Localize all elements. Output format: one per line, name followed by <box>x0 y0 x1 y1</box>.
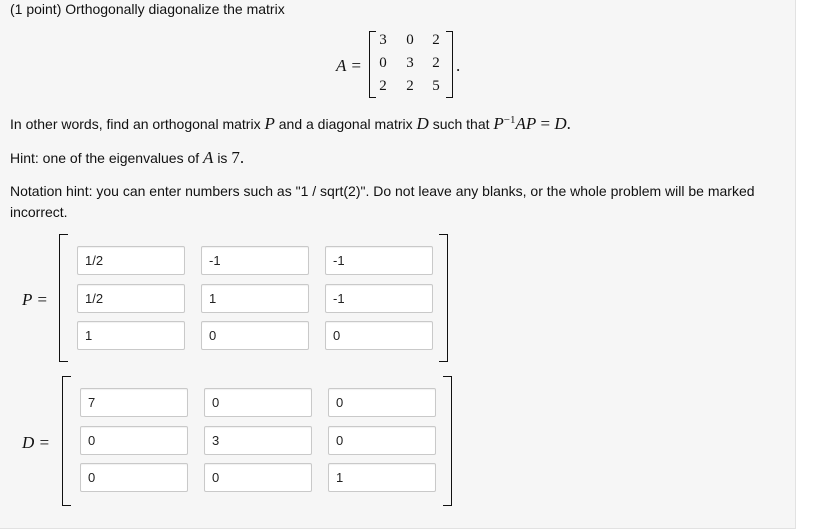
matrix-a-cell: 5 <box>432 78 440 94</box>
matrix-a-cell: 2 <box>432 32 440 48</box>
d-entry-1-1[interactable] <box>80 388 188 417</box>
p-matrix-right-bracket <box>439 234 448 362</box>
p-entry-3-1[interactable] <box>77 321 185 350</box>
d-entry-3-3[interactable] <box>328 463 436 492</box>
matrix-a-cell: 3 <box>379 32 387 48</box>
d-matrix-right-bracket <box>443 376 452 506</box>
d-entry-2-3[interactable] <box>328 426 436 455</box>
instruction-sentence: In other words, find an orthogonal matrix P and a diagonal matrix D such that $P^{-1}AP = D$. <box>10 114 571 133</box>
d-matrix-left-bracket <box>62 376 71 506</box>
p-entry-2-3[interactable] <box>325 284 433 313</box>
matrix-a-right-bracket <box>446 31 453 98</box>
p-entry-1-2[interactable] <box>201 246 309 275</box>
matrix-a-label: A = <box>336 56 362 75</box>
notation-hint-line1: Notation hint: you can enter numbers such as "1 / sqrt(2)". Do not leave any blanks, or the whole problem will be marked <box>10 183 755 199</box>
p-entry-1-1[interactable] <box>77 246 185 275</box>
notation-hint-line2: incorrect. <box>10 204 68 220</box>
matrix-a-cell: 2 <box>432 55 440 71</box>
matrix-a-cell: 0 <box>406 32 414 48</box>
d-entry-1-2[interactable] <box>204 388 312 417</box>
d-entry-2-1[interactable] <box>80 426 188 455</box>
matrix-a-cell: 0 <box>379 55 387 71</box>
p-entry-3-2[interactable] <box>201 321 309 350</box>
p-entry-2-1[interactable] <box>77 284 185 313</box>
d-entry-2-2[interactable] <box>204 426 312 455</box>
problem-header: (1 point) Orthogonally diagonalize the matrix <box>10 1 285 17</box>
d-entry-3-2[interactable] <box>204 463 312 492</box>
d-entry-1-3[interactable] <box>328 388 436 417</box>
matrix-a <box>369 31 453 98</box>
d-entry-3-1[interactable] <box>80 463 188 492</box>
d-matrix-label: D = <box>22 433 50 452</box>
matrix-a-cell: 2 <box>406 78 414 94</box>
matrix-a-cell: 3 <box>406 55 414 71</box>
matrix-a-cell: 2 <box>379 78 387 94</box>
p-matrix-left-bracket <box>59 234 68 362</box>
eigenvalue-hint: Hint: one of the eigenvalues of A is 7. <box>10 148 245 167</box>
p-entry-3-3[interactable] <box>325 321 433 350</box>
p-entry-2-2[interactable] <box>201 284 309 313</box>
matrix-a-period: . <box>456 56 461 75</box>
p-entry-1-3[interactable] <box>325 246 433 275</box>
p-matrix-label: P = <box>22 290 48 309</box>
